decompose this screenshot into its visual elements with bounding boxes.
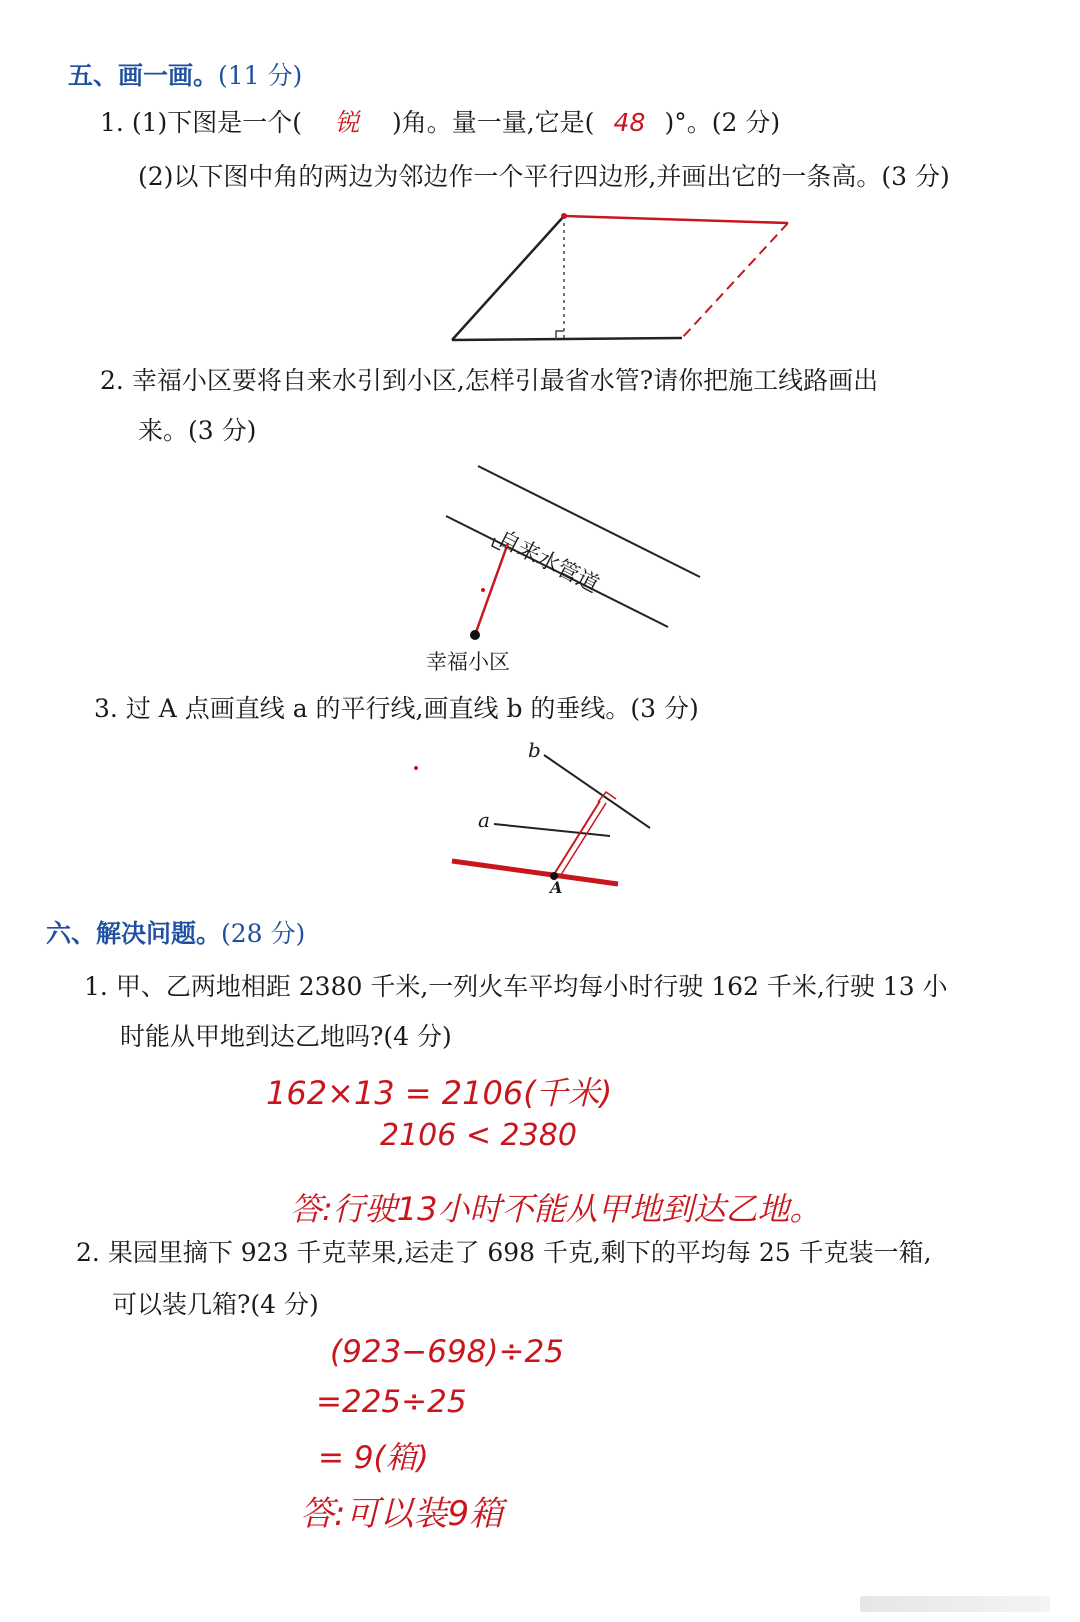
q5-3-text: 过 A 点画直线 a 的平行线,画直线 b 的垂线。(3 分) bbox=[125, 694, 699, 723]
q6-1-work-line1: 162×13 = 2106(千米) bbox=[266, 1074, 613, 1112]
q5-2-number: 2. bbox=[100, 366, 124, 395]
q5-2-text: 幸福小区要将自来水引到小区,怎样引最省水管?请你把施工线路画出 bbox=[131, 366, 879, 395]
perpendicular-line-to-b-2 bbox=[559, 803, 606, 878]
q6-2-work-line2: =225÷25 bbox=[316, 1384, 467, 1420]
perpendicular-line-to-b bbox=[553, 801, 600, 876]
label-a: a bbox=[478, 808, 490, 832]
q5-3-number: 3. bbox=[94, 694, 118, 723]
section-5-points: (11 分) bbox=[218, 61, 303, 90]
q5-1-answer-angle-type: 锐 bbox=[334, 108, 360, 137]
q6-2-work-line1: (923−698)÷25 bbox=[330, 1334, 564, 1370]
q5-2-line2: 来。(3 分) bbox=[138, 416, 257, 445]
community-label: 幸福小区 bbox=[426, 650, 510, 674]
q6-1-line2: 时能从甲地到达乙地吗?(4 分) bbox=[120, 1022, 452, 1051]
line-a bbox=[494, 824, 610, 836]
scrollbar-decoration bbox=[860, 1596, 1050, 1612]
q6-1-text: 甲、乙两地相距 2380 千米,一列火车平均每小时行驶 162 千米,行驶 13 小 bbox=[115, 972, 948, 1001]
stray-mark-dot-2 bbox=[414, 766, 418, 770]
q6-2-text: 果园里摘下 923 千克苹果,运走了 698 千克,剩下的平均每 25 千克装一箱, bbox=[107, 1238, 932, 1267]
section-6-title: 六、解决问题。 bbox=[46, 919, 222, 948]
label-b: b bbox=[528, 738, 541, 762]
q6-1-work-line2: 2106 < 2380 bbox=[380, 1118, 577, 1153]
q6-1-line1 bbox=[84, 972, 948, 1002]
section-6-points: (28 分) bbox=[221, 919, 306, 948]
q5-1-answer-degrees: 48 bbox=[613, 108, 646, 137]
parallel-line-through-A bbox=[452, 861, 618, 884]
q5-1-text-after: )°。(2 分) bbox=[664, 108, 781, 137]
q6-2-answer: 答:可以装9箱 bbox=[300, 1494, 504, 1534]
q6-2-line1 bbox=[76, 1238, 932, 1268]
q5-1-part2: (2)以下图中角的两边为邻边作一个平行四边形,并画出它的一条高。(3 分) bbox=[138, 162, 950, 191]
q5-1-number: 1. bbox=[100, 108, 124, 137]
q6-2-work-line3: = 9(箱) bbox=[318, 1440, 429, 1476]
q6-2-line2: 可以装几箱?(4 分) bbox=[112, 1290, 319, 1319]
label-A: A bbox=[550, 878, 563, 897]
pipe-label: 自来水管道 bbox=[493, 526, 603, 599]
section-5-title: 五、画一画。 bbox=[68, 61, 219, 90]
q6-1-number: 1. bbox=[84, 972, 108, 1001]
q5-1-text-before: (1)下图是一个( bbox=[131, 108, 302, 137]
q6-1-answer: 答:行驶13小时不能从甲地到达乙地。 bbox=[290, 1190, 822, 1228]
section-6-heading bbox=[46, 914, 305, 950]
q5-1-text-mid: )角。量一量,它是( bbox=[391, 108, 595, 137]
q6-2-number: 2. bbox=[76, 1238, 100, 1267]
